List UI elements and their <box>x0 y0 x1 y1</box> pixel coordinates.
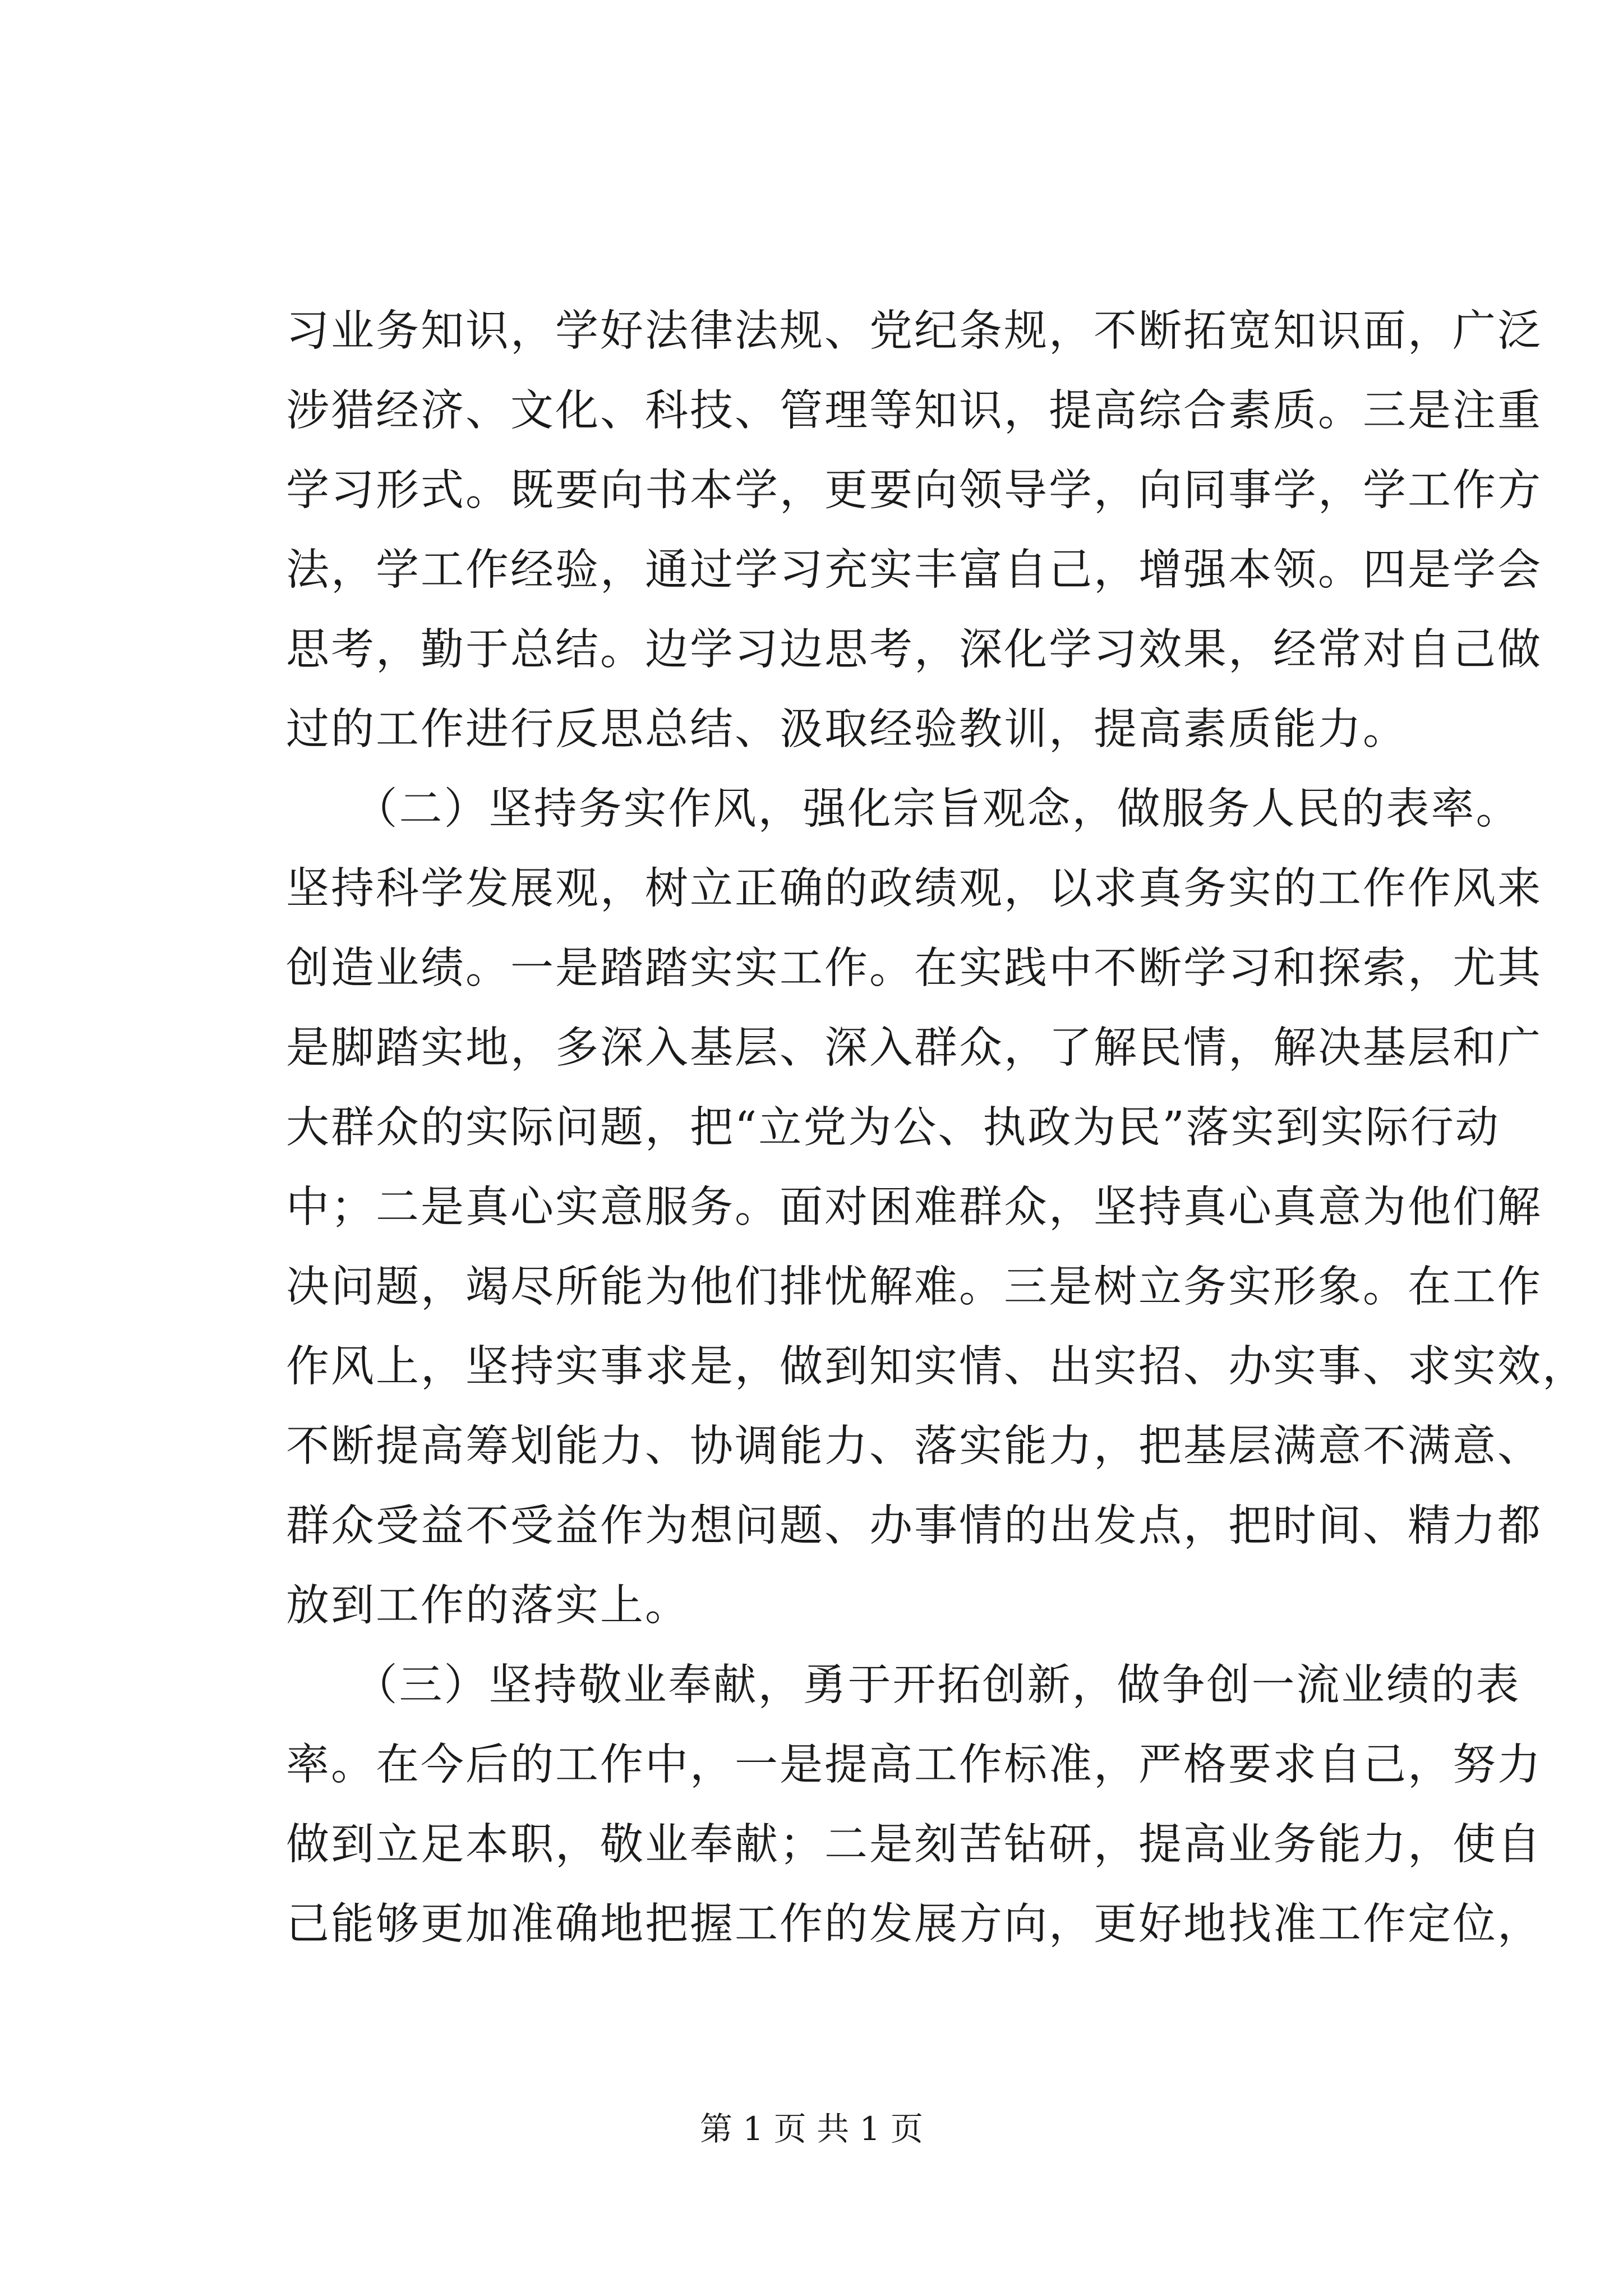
page-footer: 第 1 页 共 1 页 <box>700 2110 923 2148</box>
text-line: 涉猎经济、文化、科技、管理等知识，提高综合素质。三是注重 <box>286 386 1542 436</box>
text-line: （三）坚持敬业奉献，勇于开拓创新，做争创一流业绩的表 <box>286 1660 1521 1710</box>
text-line: 大群众的实际问题，把“立党为公、执政为民”落实到实际行动 <box>286 1103 1500 1153</box>
text-line: 坚持科学发展观，树立正确的政绩观，以求真务实的工作作风来 <box>286 864 1542 914</box>
text-line: （二）坚持务实作风，强化宗旨观念，做服务人民的表率。 <box>286 784 1521 834</box>
text-line: 放到工作的落实上。 <box>286 1581 690 1631</box>
text-line: 己能够更加准确地把握工作的发展方向，更好地找准工作定位， <box>286 1899 1542 1949</box>
text-line: 群众受益不受益作为想问题、办事情的出发点，把时间、精力都 <box>286 1501 1542 1551</box>
text-line: 中；二是真心实意服务。面对困难群众，坚持真心真意为他们解 <box>286 1182 1542 1232</box>
text-line: 习业务知识，学好法律法规、党纪条规，不断拓宽知识面，广泛 <box>286 306 1542 356</box>
text-line: 率。在今后的工作中，一是提高工作标准，严格要求自己，努力 <box>286 1740 1542 1790</box>
text-line: 作风上，坚持实事求是，做到知实情、出实招、办实事、求实效， <box>286 1342 1587 1392</box>
body-text <box>286 292 1587 1964</box>
text-line: 不断提高筹划能力、协调能力、落实能力，把基层满意不满意、 <box>286 1421 1542 1471</box>
text-line: 学习形式。既要向书本学，更要向领导学，向同事学，学工作方 <box>286 466 1542 516</box>
text-line: 决问题，竭尽所能为他们排忧解难。三是树立务实形象。在工作 <box>286 1262 1542 1312</box>
text-line: 是脚踏实地，多深入基层、深入群众，了解民情，解决基层和广 <box>286 1023 1542 1073</box>
text-line: 过的工作进行反思总结、汲取经验教训，提高素质能力。 <box>286 705 1408 754</box>
text-line: 法，学工作经验，通过学习充实丰富自己，增强本领。四是学会 <box>286 545 1542 595</box>
text-line: 做到立足本职，敬业奉献；二是刻苦钻研，提高业务能力，使自 <box>286 1820 1542 1870</box>
text-line: 创造业绩。一是踏踏实实工作。在实践中不断学习和探索，尤其 <box>286 944 1542 993</box>
text-line: 思考，勤于总结。边学习边思考，深化学习效果，经常对自己做 <box>286 625 1542 675</box>
